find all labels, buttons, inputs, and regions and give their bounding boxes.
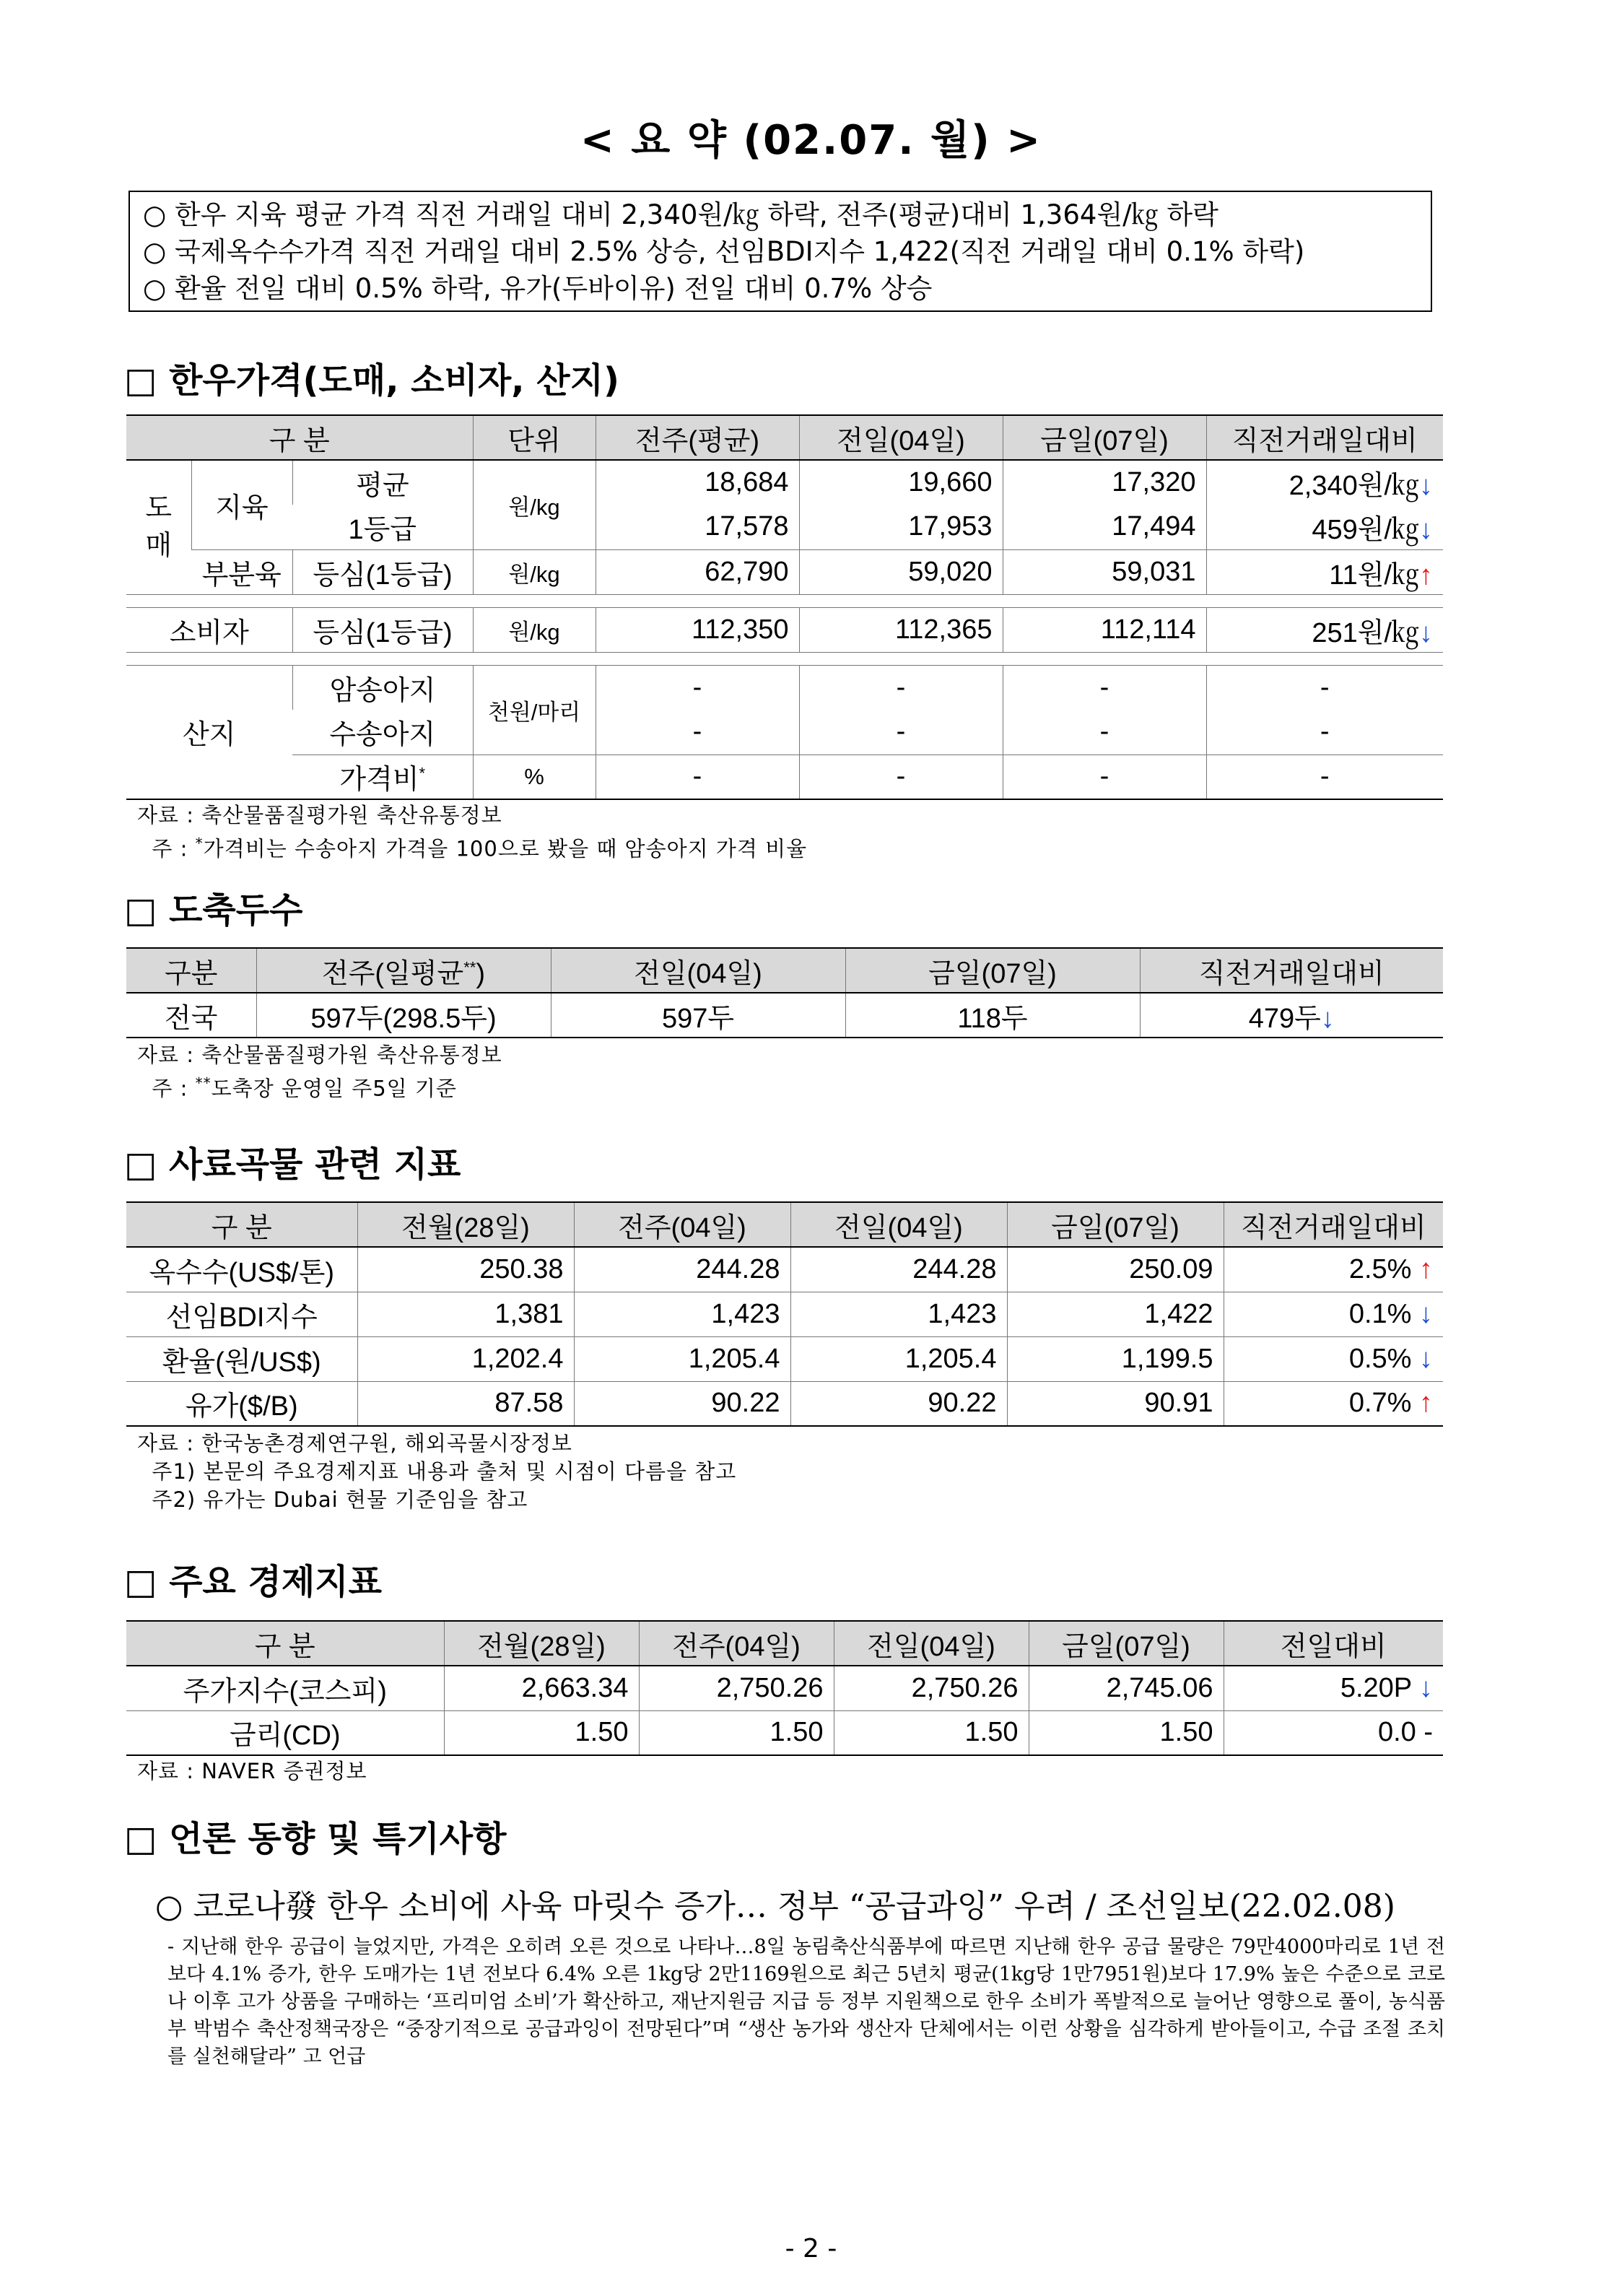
news-headline: ○ 코로나發 한우 소비에 사육 마릿수 증가… 정부 “공급과잉” 우려 / 조선일보(22.02.08) <box>155 1888 1395 1925</box>
source-notes: 자료 : 한국농촌경제연구원, 해외곡물시장정보 주1) 본문의 주요경제지표 내용과 출처 및 시점이 다름을 참고 주2) 유가는 Dubai 현물 기준임을 참고 <box>137 1431 737 1512</box>
summary-line: ○ 한우 지육 평균 가격 직전 거래일 대비 2,340원/㎏ 하락, 전주(평균)대비 1,364원/㎏ 하락 <box>143 199 1218 230</box>
summary-line: ○ 국제옥수수가격 직전 거래일 대비 2.5% 상승, 선임BDI지수 1,422(직전 거래일 대비 0.1% 하락) <box>143 236 1305 267</box>
footnote-star: ** <box>463 957 476 976</box>
diff-value: 0.5% <box>1348 1343 1412 1374</box>
value: 112,365 <box>799 607 1003 652</box>
arrow-down-icon: ↓ <box>1419 515 1433 546</box>
page-title: < 요 약 (02.07. 월) > <box>580 117 1042 164</box>
diff-cell <box>1206 460 1443 505</box>
value: - <box>799 710 1003 755</box>
arrow-up-icon: ↑ <box>1419 560 1433 591</box>
arrow-up-icon: ↑ <box>1419 1388 1433 1419</box>
section-heading-econ: □ 주요 경제지표 <box>124 1562 382 1602</box>
row-label: 1등급 <box>292 505 473 549</box>
value: - <box>1003 755 1206 799</box>
value: - <box>1206 710 1443 755</box>
header-unit: 단위 <box>473 415 596 460</box>
row-label: 평균 <box>292 460 473 505</box>
value: 244.28 <box>574 1247 790 1292</box>
footnote <box>137 830 807 864</box>
dash-icon: - <box>1423 1717 1433 1748</box>
row-label: 수송아지 <box>292 710 473 755</box>
diff-cell <box>1224 1247 1443 1292</box>
header-category: 구 분 <box>126 1202 357 1247</box>
header-today: 금일(07일) <box>1003 415 1206 460</box>
header-diff: 직전거래일대비 <box>1206 415 1443 460</box>
diff-value: 459원/㎏ <box>1312 515 1419 546</box>
header-category: 구분 <box>126 948 256 993</box>
section-heading-feed: □ 사료곡물 관련 지표 <box>124 1144 461 1185</box>
source-note: 자료 : 축산물품질평가원 축산유통정보 <box>137 803 502 827</box>
value: 17,494 <box>1003 505 1206 549</box>
unit: % <box>473 755 596 799</box>
value: - <box>799 665 1003 710</box>
value: 112,350 <box>596 607 799 652</box>
value: 1,381 <box>357 1292 574 1336</box>
arrow-up-icon: ↑ <box>1419 1253 1433 1284</box>
diff-value: 2,340원/㎏ <box>1289 471 1419 501</box>
value: 18,684 <box>596 460 799 505</box>
value: 1,423 <box>790 1292 1007 1336</box>
footnote-text: 가격비는 수송아지 가격을 100으로 봤을 때 암송아지 가격 비율 <box>203 836 808 861</box>
value: 597두(298.5두) <box>256 993 551 1038</box>
header-prev-month: 전월(28일) <box>444 1621 639 1666</box>
value: 1,205.4 <box>574 1336 790 1381</box>
section-heading-news: □ 언론 동향 및 특기사항 <box>124 1819 507 1859</box>
row-label: 환율(원/US$) <box>126 1336 357 1381</box>
diff-value: 479두 <box>1248 1003 1321 1034</box>
diff-cell <box>1206 505 1443 549</box>
row-label: 등심(1등급) <box>292 549 473 594</box>
value: 1,205.4 <box>790 1336 1007 1381</box>
value: - <box>596 755 799 799</box>
footnote-label: 주 : <box>137 1076 196 1101</box>
value: 17,953 <box>799 505 1003 549</box>
source-note: 자료 : NAVER 증권정보 <box>137 1759 367 1783</box>
diff-cell <box>1224 1292 1443 1336</box>
header-prev-day: 전일(04일) <box>834 1621 1029 1666</box>
summary-box <box>128 191 1432 312</box>
row-label: 금리(CD) <box>126 1710 444 1755</box>
value: - <box>596 665 799 710</box>
header-prev-week: 전주(평균) <box>596 415 799 460</box>
header-prev-day: 전일(04일) <box>799 415 1003 460</box>
wholesale-label: 도 매 <box>126 460 191 594</box>
diff-cell <box>1206 607 1443 652</box>
row-category: 부분육 <box>191 549 292 594</box>
section-heading-hanwoo: □ 한우가격(도매, 소비자, 산지) <box>124 360 619 401</box>
value: 1,423 <box>574 1292 790 1336</box>
value: 2,663.34 <box>444 1666 639 1710</box>
value: - <box>1003 710 1206 755</box>
row-label-text: 가격비 <box>339 765 419 796</box>
source-note: 자료 : 축산물품질평가원 축산유통정보 <box>137 1043 502 1067</box>
value: 59,020 <box>799 549 1003 594</box>
header-prev-month: 전월(28일) <box>357 1202 574 1247</box>
footnote-star: * <box>419 764 426 783</box>
header-today: 금일(07일) <box>845 948 1140 993</box>
value: 90.91 <box>1007 1381 1224 1426</box>
diff-value: 11원/㎏ <box>1329 560 1419 591</box>
row-label <box>292 755 473 799</box>
header-today: 금일(07일) <box>1007 1202 1224 1247</box>
header-prev-day: 전일(04일) <box>551 948 845 993</box>
row-label: 유가($/B) <box>126 1381 357 1426</box>
row-label: 옥수수(US$/톤) <box>126 1247 357 1292</box>
diff-cell <box>1140 993 1443 1038</box>
econ-table <box>126 1620 1443 1756</box>
diff-value: 251원/㎏ <box>1312 617 1419 648</box>
header-text: 전주(일평균 <box>322 958 464 989</box>
diff-value: 0.7% <box>1348 1388 1412 1419</box>
header-category: 구 분 <box>126 415 473 460</box>
footnote-star: * <box>195 835 204 852</box>
diff-value: 0.0 <box>1377 1717 1416 1748</box>
value: 17,578 <box>596 505 799 549</box>
value: - <box>1206 665 1443 710</box>
value: 59,031 <box>1003 549 1206 594</box>
value: 1,422 <box>1007 1292 1224 1336</box>
header-diff: 직전거래일대비 <box>1224 1202 1443 1247</box>
slaughter-table <box>126 947 1443 1038</box>
header-prev-week <box>256 948 551 993</box>
header-today: 금일(07일) <box>1029 1621 1224 1666</box>
value: 90.22 <box>574 1381 790 1426</box>
header-prev-week: 전주(04일) <box>574 1202 790 1247</box>
header-prev-day: 전일(04일) <box>790 1202 1007 1247</box>
diff-value: 0.1% <box>1348 1298 1412 1329</box>
value: 597두 <box>551 993 845 1038</box>
value: 62,790 <box>596 549 799 594</box>
header-prev-week: 전주(04일) <box>639 1621 834 1666</box>
row-label: 주가지수(코스피) <box>126 1666 444 1710</box>
unit: 원/kg <box>473 460 596 549</box>
value: 17,320 <box>1003 460 1206 505</box>
arrow-down-icon: ↓ <box>1320 1003 1335 1034</box>
unit: 원/kg <box>473 607 596 652</box>
value: 118두 <box>845 993 1140 1038</box>
section-heading-slaughter: □ 도축두수 <box>124 890 303 931</box>
arrow-down-icon: ↓ <box>1419 617 1433 648</box>
value: - <box>596 710 799 755</box>
value: 2,750.26 <box>834 1666 1029 1710</box>
value: - <box>1206 755 1443 799</box>
value: 19,660 <box>799 460 1003 505</box>
farm-label: 산지 <box>126 665 292 799</box>
arrow-down-icon: ↓ <box>1419 471 1433 501</box>
carcass-label: 지육 <box>191 460 292 549</box>
diff-value: 5.20P <box>1340 1672 1412 1703</box>
footnote <box>137 1069 457 1103</box>
value: 1.50 <box>639 1710 834 1755</box>
diff-cell <box>1206 549 1443 594</box>
arrow-down-icon: ↓ <box>1419 1672 1433 1703</box>
value: - <box>799 755 1003 799</box>
value: 2,750.26 <box>639 1666 834 1710</box>
row-label: 선임BDI지수 <box>126 1292 357 1336</box>
value: - <box>1003 665 1206 710</box>
diff-cell <box>1224 1381 1443 1426</box>
row-label: 암송아지 <box>292 665 473 710</box>
page-number: - 2 - <box>785 2234 837 2264</box>
value: 244.28 <box>790 1247 1007 1292</box>
unit: 천원/마리 <box>473 665 596 755</box>
diff-cell <box>1224 1666 1443 1710</box>
region: 전국 <box>126 993 256 1038</box>
consumer-label: 소비자 <box>126 607 292 652</box>
diff-cell <box>1224 1336 1443 1381</box>
summary-line: ○ 환율 전일 대비 0.5% 하락, 유가(두바이유) 전일 대비 0.7% 상승 <box>143 273 933 304</box>
header-diff: 전일대비 <box>1224 1621 1443 1666</box>
diff-value: 2.5% <box>1348 1253 1412 1284</box>
value: 1.50 <box>834 1710 1029 1755</box>
footnote-text: 도축장 운영일 주5일 기준 <box>211 1076 457 1101</box>
footnote-label: 주 : <box>137 836 196 861</box>
value: 1.50 <box>444 1710 639 1755</box>
unit: 원/kg <box>473 549 596 594</box>
feed-table <box>126 1201 1443 1427</box>
value: 250.38 <box>357 1247 574 1292</box>
arrow-down-icon: ↓ <box>1419 1343 1433 1374</box>
value: 90.22 <box>790 1381 1007 1426</box>
footnote-star: ** <box>195 1074 212 1092</box>
value: 112,114 <box>1003 607 1206 652</box>
header-category: 구 분 <box>126 1621 444 1666</box>
hanwoo-price-table <box>126 414 1443 800</box>
diff-cell <box>1224 1710 1443 1755</box>
value: 1,202.4 <box>357 1336 574 1381</box>
header-diff: 직전거래일대비 <box>1140 948 1443 993</box>
value: 250.09 <box>1007 1247 1224 1292</box>
value: 87.58 <box>357 1381 574 1426</box>
value: 1,199.5 <box>1007 1336 1224 1381</box>
arrow-down-icon: ↓ <box>1419 1298 1433 1329</box>
news-body: - 지난해 한우 공급이 늘었지만, 가격은 오히려 오른 것으로 나타나…8일 농림축산식품부에 따르면 지난해 한우 공급 물량은 79만4000마리로 1년 전보다 4.1% 증가, 한우 도매가는 1년 전보다 6.4% 오른 1kg당 2만1169원으로 최근 5년치 평균(1kg당 1만7951원)보다 17.9% 높은 수준으로 코로나 이후 고가 상품을 구매하는 ‘프리미엄 소비’가 확산하고, 재난지원금 지급 등 정부 지원책으로 한우 소비가 폭발적으로 늘어난 영향으로 풀이, 농식품부 박범수 축산정책국장은 “중장기적으로 공급과잉이 전망된다”며 “생산 농가와 생산자 단체에서는 이런 상황을 심각하게 받아들이고, 수급 조절 조치를 실천해달라” 고 언급 <box>167 1936 1445 2068</box>
value: 1.50 <box>1029 1710 1224 1755</box>
header-text: ) <box>476 958 485 989</box>
value: 2,745.06 <box>1029 1666 1224 1710</box>
row-label: 등심(1등급) <box>292 607 473 652</box>
